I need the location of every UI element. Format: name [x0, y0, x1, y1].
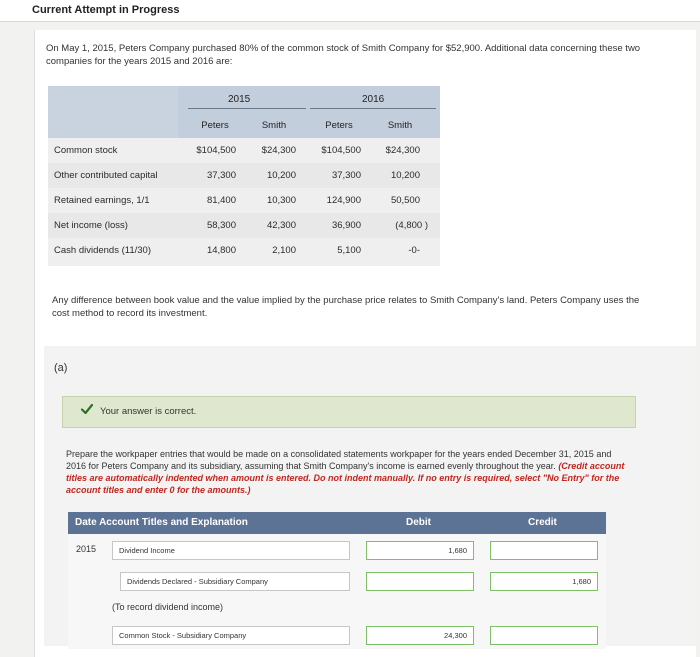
- journal-date: 2015: [76, 544, 97, 554]
- debit-field[interactable]: 24,300: [366, 626, 474, 645]
- debit-field[interactable]: [366, 572, 474, 591]
- journal-header-credit: Credit: [528, 517, 557, 528]
- table-row: Other contributed capital 37,300 10,200 37,300 10,200: [48, 163, 440, 188]
- header-bar: [0, 0, 700, 22]
- credit-field[interactable]: 1,680: [490, 572, 598, 591]
- table-row: Common stock $104,500 $24,300 $104,500 $24,300: [54, 145, 420, 156]
- journal-header: [68, 512, 606, 534]
- credit-field[interactable]: [490, 626, 598, 645]
- page-title: Current Attempt in Progress: [32, 4, 180, 16]
- answer-status-text: Your answer is correct.: [100, 406, 197, 417]
- row-label: Net income (loss): [54, 220, 128, 231]
- journal-header-date-title: Date Account Titles and Explanation: [75, 517, 248, 528]
- col-peters-2015: Peters: [201, 120, 229, 131]
- journal-memo: (To record dividend income): [112, 602, 224, 612]
- row-label: Other contributed capital: [54, 170, 158, 181]
- table-row: Net income (loss) 58,300 42,300 36,900 (4,800 ): [48, 213, 440, 238]
- year-2016: 2016: [362, 94, 385, 105]
- problem-note: Any difference between book value and the value implied by the purchase price relates to Smith Company's land. Peters Company uses the cost method to record its investment.: [52, 295, 640, 319]
- account-title-field[interactable]: Dividends Declared - Subsidiary Company: [120, 572, 350, 591]
- debit-field[interactable]: 1,680: [366, 541, 474, 560]
- journal-header-debit: Debit: [406, 517, 431, 528]
- data-table: [48, 86, 440, 266]
- instructions: Prepare the workpaper entries that would be made on a consolidated statements workpaper for the years ended December 31, 2015 and 2016 for Peters Company and its subsidiary, assuming that Smith Company's income is earned evenly throughout the year. (Credit account titles are automatically indented when amount is entered. Do not indent manually. If no entry is required, select "No Entry" for the account titles and enter 0 for the amounts.): [66, 449, 625, 495]
- row-label: Cash dividends (11/30): [54, 245, 151, 256]
- credit-field[interactable]: [490, 541, 598, 560]
- instructions-emphasis: (Credit account titles are automatically indented when amount is entered. Do not indent manually. If no entry is required, select "No Entry" for the account titles and enter 0 for the amounts.): [66, 461, 625, 495]
- part-a-label: (a): [54, 362, 68, 374]
- col-smith-2016: Smith: [387, 120, 413, 131]
- data-table-header: [48, 86, 440, 138]
- checkmark-icon: [80, 402, 94, 416]
- col-peters-2016: Peters: [325, 120, 353, 131]
- problem-intro: On May 1, 2015, Peters Company purchased 80% of the common stock of Smith Company for $52,900. Additional data concerning these two companies for the years 2015 and 2016 are:: [46, 43, 641, 67]
- row-label: Common stock: [54, 145, 118, 156]
- col-smith-2015: Smith: [261, 120, 287, 131]
- row-label: Retained earnings, 1/1: [54, 195, 150, 206]
- table-row: Retained earnings, 1/1 81,400 10,300 124,900 50,500: [54, 195, 420, 206]
- table-row: Cash dividends (11/30) 14,800 2,100 5,100 -0-: [54, 245, 420, 256]
- year-2015: 2015: [228, 94, 251, 105]
- account-title-field[interactable]: Common Stock - Subsidiary Company: [112, 626, 350, 645]
- account-title-field[interactable]: Dividend Income: [112, 541, 350, 560]
